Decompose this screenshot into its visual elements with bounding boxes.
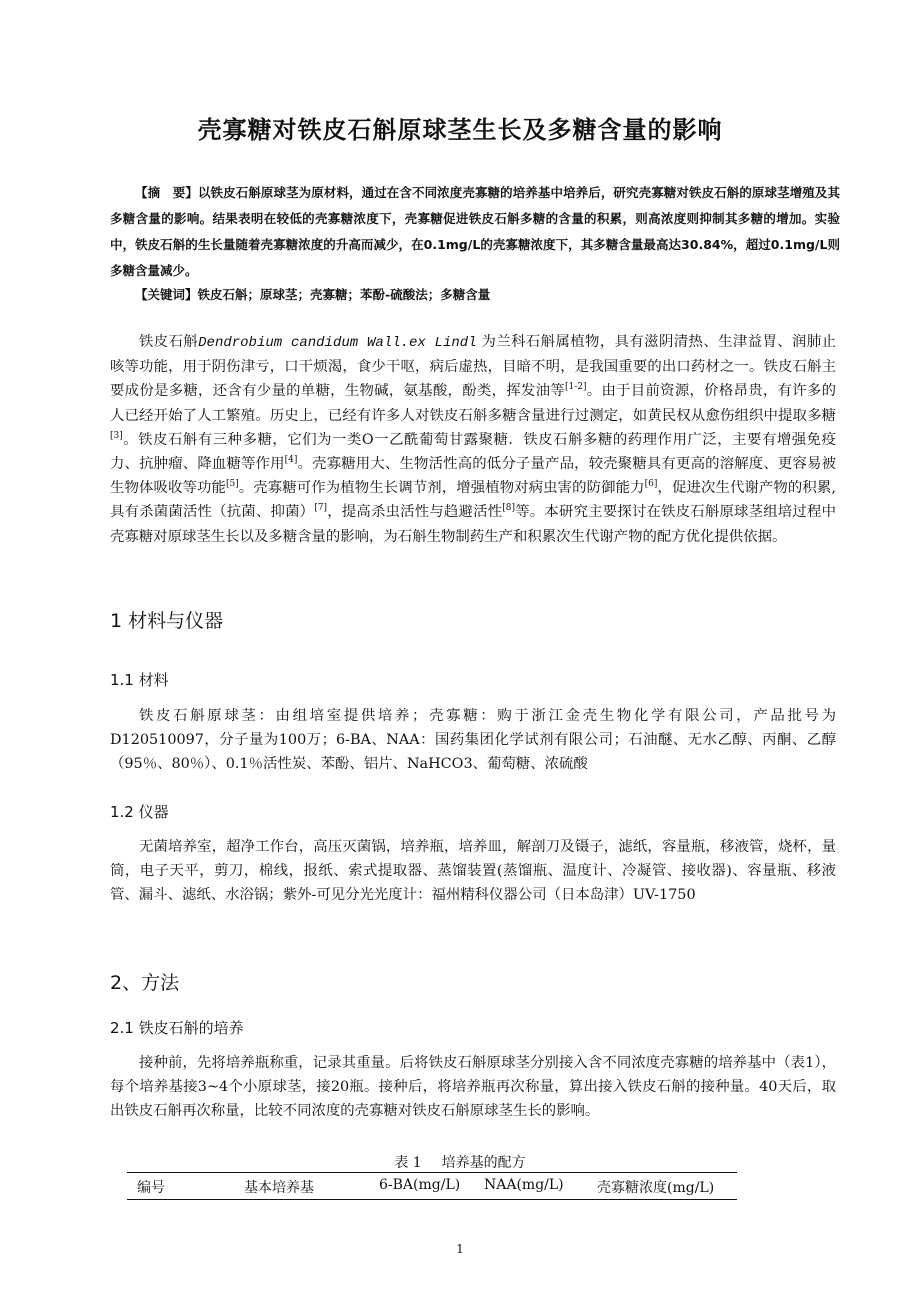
- latin-name: Dendrobium candidum Wall.ex Lindl: [198, 335, 477, 351]
- table-header-cell: 6-BA(mg/L): [379, 1177, 461, 1193]
- table-header-cell: 基本培养基: [244, 1180, 314, 1196]
- section-2-heading: 2、方法: [110, 972, 180, 994]
- intro-text-2: 为兰科石斛属植物，具有滋阴清热、生津益胃、润肺止咳等功能，用于阴伤津亏，口干烦渴，食少干呕，病后虚热，目暗不明，是我国重要的出口药材之一。铁皮石斛主要成份是多糖，还含有少量的单糖，生物碱，氨基酸，酚类，挥发油等: [110, 334, 836, 400]
- intro-text-4: 。铁皮石斛有三种多糖，它们为一类O一乙酰葡萄甘露聚糖．铁皮石斛多糖的药理作用广泛，主要有增强免疫力、抗肿瘤、降血糖等作用: [110, 431, 836, 473]
- abstract-label: 【摘 要】: [135, 185, 198, 200]
- intro-text-3: 。由于目前资源，价格昂贵，有许多的人已经开始了人工繁殖。历史上，已经有许多人对铁皮石斛多糖含量进行过测定，如黄民权从愈伤组织中提取多糖: [110, 383, 836, 424]
- table-title: 培养基的配方: [441, 1155, 526, 1171]
- citation-ref[interactable]: [5]: [225, 479, 239, 490]
- section-2-1-heading: 2.1 铁皮石斛的培养: [110, 1019, 244, 1037]
- table-header-cell: NAA(mg/L): [484, 1177, 564, 1193]
- method-paragraph: 接种前，先将培养瓶称重，记录其重量。后将铁皮石斛原球茎分别接入含不同浓度壳寡糖的培养基中（表1），每个培养基接3~4个小原球茎，接20瓶。接种后，将培养瓶再次称量，算出接入铁皮石斛的接种量。40天后，取出铁皮石斛再次称量，比较不同浓度的壳寡糖对铁皮石斛原球茎生长的影响。: [110, 1055, 836, 1120]
- intro-paragraph: [110, 330, 836, 549]
- keywords-label: 【关键词】: [135, 287, 198, 302]
- page-number: 1: [456, 1242, 464, 1256]
- citation-ref[interactable]: [7]: [314, 503, 327, 514]
- intro-text-8: ，提高杀虫活性与趋避活性: [327, 504, 503, 521]
- table-header-cell: 编号: [137, 1180, 165, 1196]
- recipe-table: [127, 1172, 737, 1200]
- intro-text-1: 铁皮石斛: [139, 334, 199, 350]
- section-1-2-heading: 1.2 仪器: [110, 803, 169, 821]
- paper-title: 壳寡糖对铁皮石斛原球茎生长及多糖含量的影响: [197, 116, 723, 145]
- intro-text-7: ，促进次生代谢产物的积累,具有杀菌菌活性（抗菌、抑菌）: [110, 480, 836, 521]
- citation-ref[interactable]: [1-2]: [564, 382, 587, 393]
- section-1-1-heading: 1.1 材料: [110, 671, 169, 689]
- intro-text-5: 。壳寡糖用大、生物活性高的低分子量产品，较壳聚糖具有更高的溶解度、更容易被生物体吸收等功能: [110, 456, 836, 497]
- intro-text-6: 。壳寡糖可作为植物生长调节剂，增强植物对病虫害的防御能力: [238, 480, 645, 497]
- table-header-cell: 壳寡糖浓度(mg/L): [597, 1180, 715, 1196]
- citation-ref[interactable]: [6]: [644, 479, 658, 490]
- citation-ref[interactable]: [3]: [110, 430, 123, 441]
- section-1-heading: 1 材料与仪器: [110, 610, 224, 632]
- keywords-text: 铁皮石斛；原球茎；壳寡糖；苯酚-硫酸法；多糖含量: [197, 287, 491, 302]
- table-caption: [0, 1152, 920, 1172]
- materials-paragraph: 铁皮石斛原球茎：由组培室提供培养；壳寡糖：购于浙江金壳生物化学有限公司，产品批号为D120510097，分子量为100万；6-BA、NAA：国药集团化学试剂有限公司；石油醚、无水乙醇、丙酮、乙醇（95％、80％）、0.1％活性炭、苯酚、铝片、NaHCO3、葡萄糖、浓硫酸: [110, 708, 836, 773]
- instruments-paragraph: 无菌培养室，超净工作台，高压灭菌锅，培养瓶，培养皿，解剖刀及镊子，滤纸，容量瓶，移液管，烧杯，量筒，电子天平，剪刀，棉线，报纸、索式提取器、蒸馏装置(蒸馏瓶、温度计、冷凝管、接收器)、容量瓶、移液管、漏斗、滤纸、水浴锅；紫外-可见分光光度计：福州精科仪器公司（日本岛津）UV-1750: [110, 839, 836, 904]
- keywords: [110, 283, 840, 307]
- intro-text-9: 等。本研究主要探讨在铁皮石斛原球茎组培过程中壳寡糖对原球茎生长以及多糖含量的影响，为石斛生物制药生产和积累次生代谢产物的配方优化提供依据。: [110, 504, 836, 545]
- citation-ref[interactable]: [4]: [284, 455, 298, 466]
- table-number: 表 1: [394, 1155, 422, 1171]
- abstract: [110, 180, 840, 284]
- abstract-text: 以铁皮石斛原球茎为原材料，通过在含不同浓度壳寡糖的培养基中培养后，研究壳寡糖对铁皮石斛的原球茎增殖及其多糖含量的影响。结果表明在较低的壳寡糖浓度下，壳寡糖促进铁皮石斛多糖的含量的积累，则高浓度则抑制其多糖的增加。实验中，铁皮石斛的生长量随着壳寡糖浓度的升高而减少，在0.1mg/L的壳寡糖浓度下，其多糖含量最高达30.84%，超过0.1mg/L则多糖含量减少。: [110, 185, 840, 278]
- citation-ref[interactable]: [8]: [502, 503, 516, 514]
